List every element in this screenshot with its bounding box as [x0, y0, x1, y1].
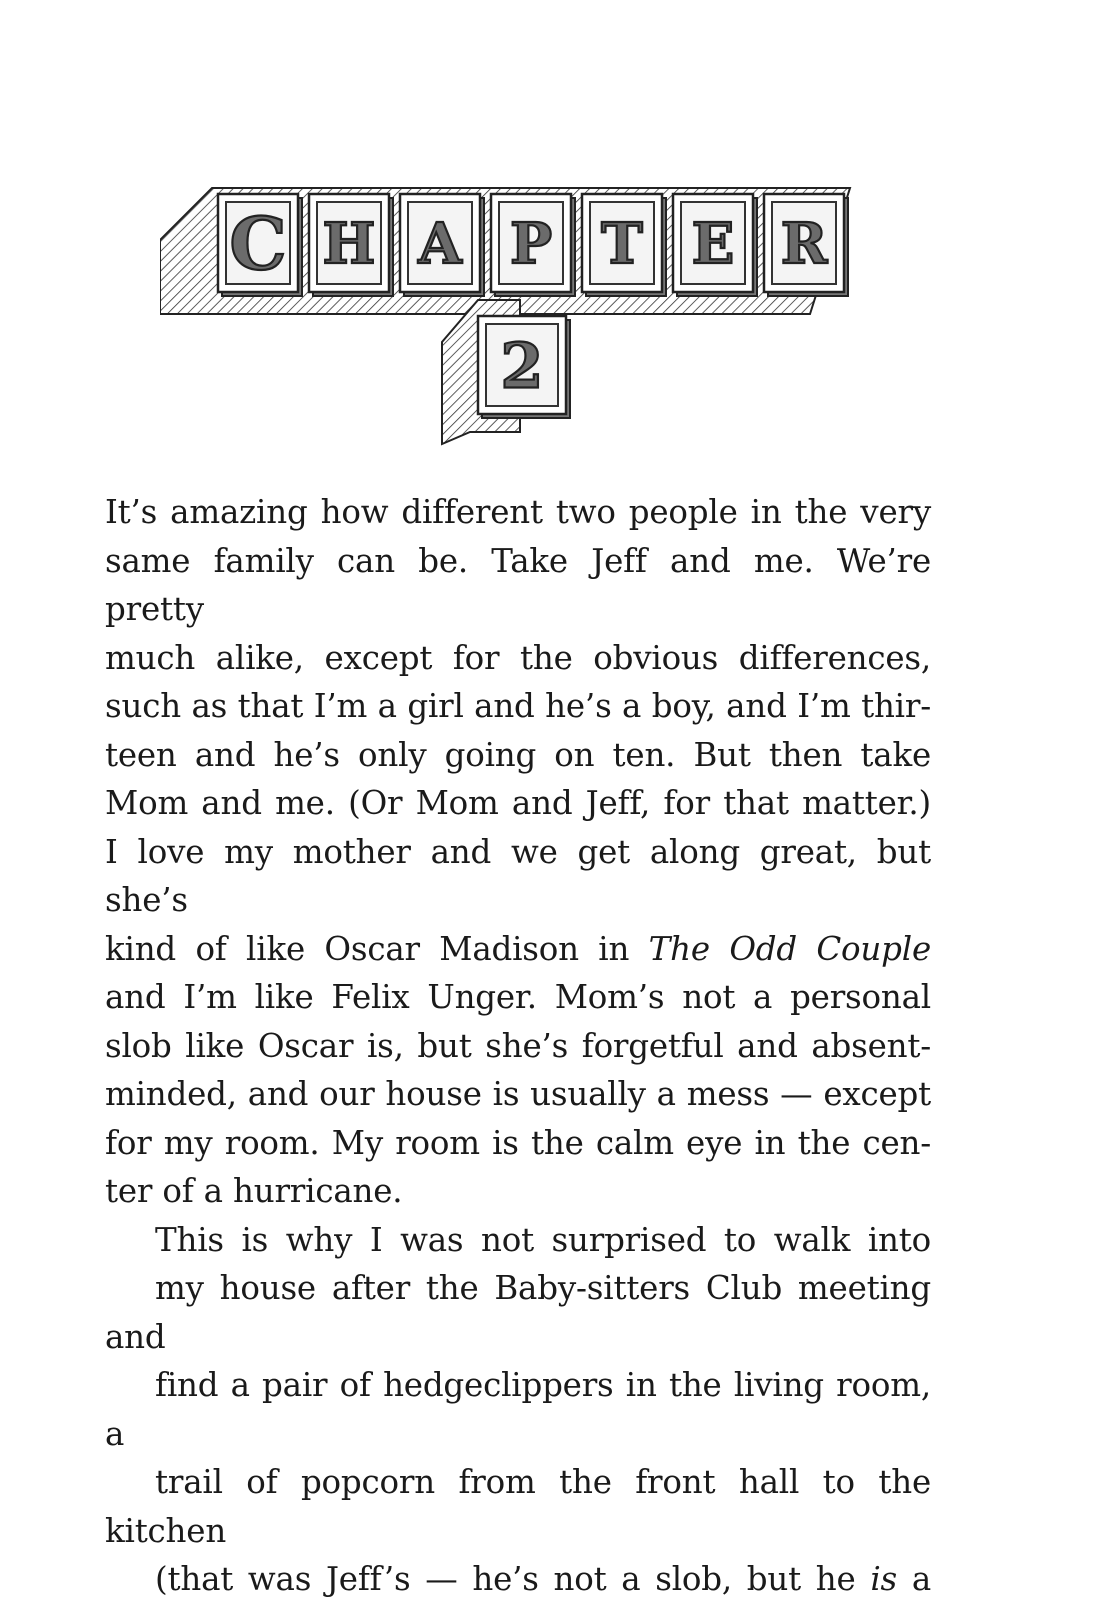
chapter-letter-block	[309, 194, 393, 296]
text-span: my house after the Baby-sitters Club meeting and	[105, 1269, 931, 1356]
text-line	[105, 1070, 931, 1119]
text-span: for my room. My room is the calm eye in the cen-	[105, 1123, 931, 1162]
text-line	[105, 779, 931, 828]
block-letter-glyph: H	[322, 211, 376, 278]
text-span: It’s amazing how different two people in the very	[105, 493, 931, 531]
text-span: slob like Oscar is, but she’s forgetful and absent-	[105, 1026, 931, 1065]
block-letter-glyph: C	[229, 200, 287, 286]
block-letter-glyph: E	[691, 211, 735, 278]
text-span: find a pair of hedgeclippers in the living room, a	[105, 1366, 931, 1453]
text-span: ter of a hurricane.	[105, 1172, 403, 1210]
chapter-letter-block	[582, 194, 666, 296]
block-letter-glyph: R	[780, 211, 828, 278]
text-line	[105, 634, 931, 683]
text-line	[105, 973, 931, 1022]
text-span: This is why I was not surprised to walk into	[155, 1220, 931, 1259]
text-line	[105, 537, 931, 634]
chapter-heading	[160, 182, 880, 454]
text-span: kind of like Oscar Madison in	[105, 929, 649, 968]
text-line	[105, 1119, 931, 1168]
text-span: Mom and me. (Or Mom and Jeff, for that matter.)	[105, 784, 931, 822]
text-line	[105, 1555, 931, 1604]
text-span: minded, and our house is usually a mess — except	[105, 1075, 931, 1113]
block-letter-glyph: T	[601, 211, 643, 278]
text-line	[105, 731, 931, 780]
text-line	[105, 1216, 931, 1265]
block-letter-glyph: P	[509, 211, 553, 278]
text-span: and I’m like Felix Unger. Mom’s not a personal	[105, 978, 931, 1016]
block-letter-glyph: 2	[500, 329, 544, 403]
text-line	[105, 1022, 931, 1071]
chapter-letter-block	[673, 194, 757, 296]
text-span: much alike, except for the obvious differences,	[105, 638, 931, 677]
paragraph	[105, 488, 931, 1216]
chapter-letter-block	[400, 194, 484, 296]
chapter-body-text	[105, 488, 931, 1604]
italic-text: The Odd Couple	[648, 929, 931, 968]
chapter-letter-block	[218, 194, 302, 296]
italic-text: is	[870, 1560, 898, 1598]
text-span: same family can be. Take Jeff and me. We’re pretty	[105, 541, 931, 628]
text-line	[105, 1264, 931, 1361]
paragraph	[105, 1216, 931, 1604]
text-span: trail of popcorn from the front hall to the kitchen	[105, 1463, 931, 1550]
chapter-number-block	[478, 316, 570, 418]
text-span: (that was Jeff’s — he’s not a slob, but he	[155, 1560, 871, 1598]
text-span: teen and he’s only going on ten. But then take	[105, 735, 931, 774]
text-span: I love my mother and we get along great, but she’s	[105, 832, 931, 919]
chapter-letter-block	[491, 194, 575, 296]
text-line	[105, 682, 931, 731]
text-line	[105, 828, 931, 925]
text-line	[105, 925, 931, 974]
text-line	[105, 1361, 931, 1458]
text-line	[105, 1167, 931, 1216]
block-letters-graphic	[160, 188, 850, 444]
text-span: a	[897, 1560, 931, 1598]
chapter-letter-block	[764, 194, 848, 296]
block-letter-glyph: A	[418, 211, 462, 278]
text-line	[105, 1458, 931, 1555]
text-span: such as that I’m a girl and he’s a boy, and I’m thir-	[105, 687, 931, 725]
text-line	[105, 488, 931, 537]
